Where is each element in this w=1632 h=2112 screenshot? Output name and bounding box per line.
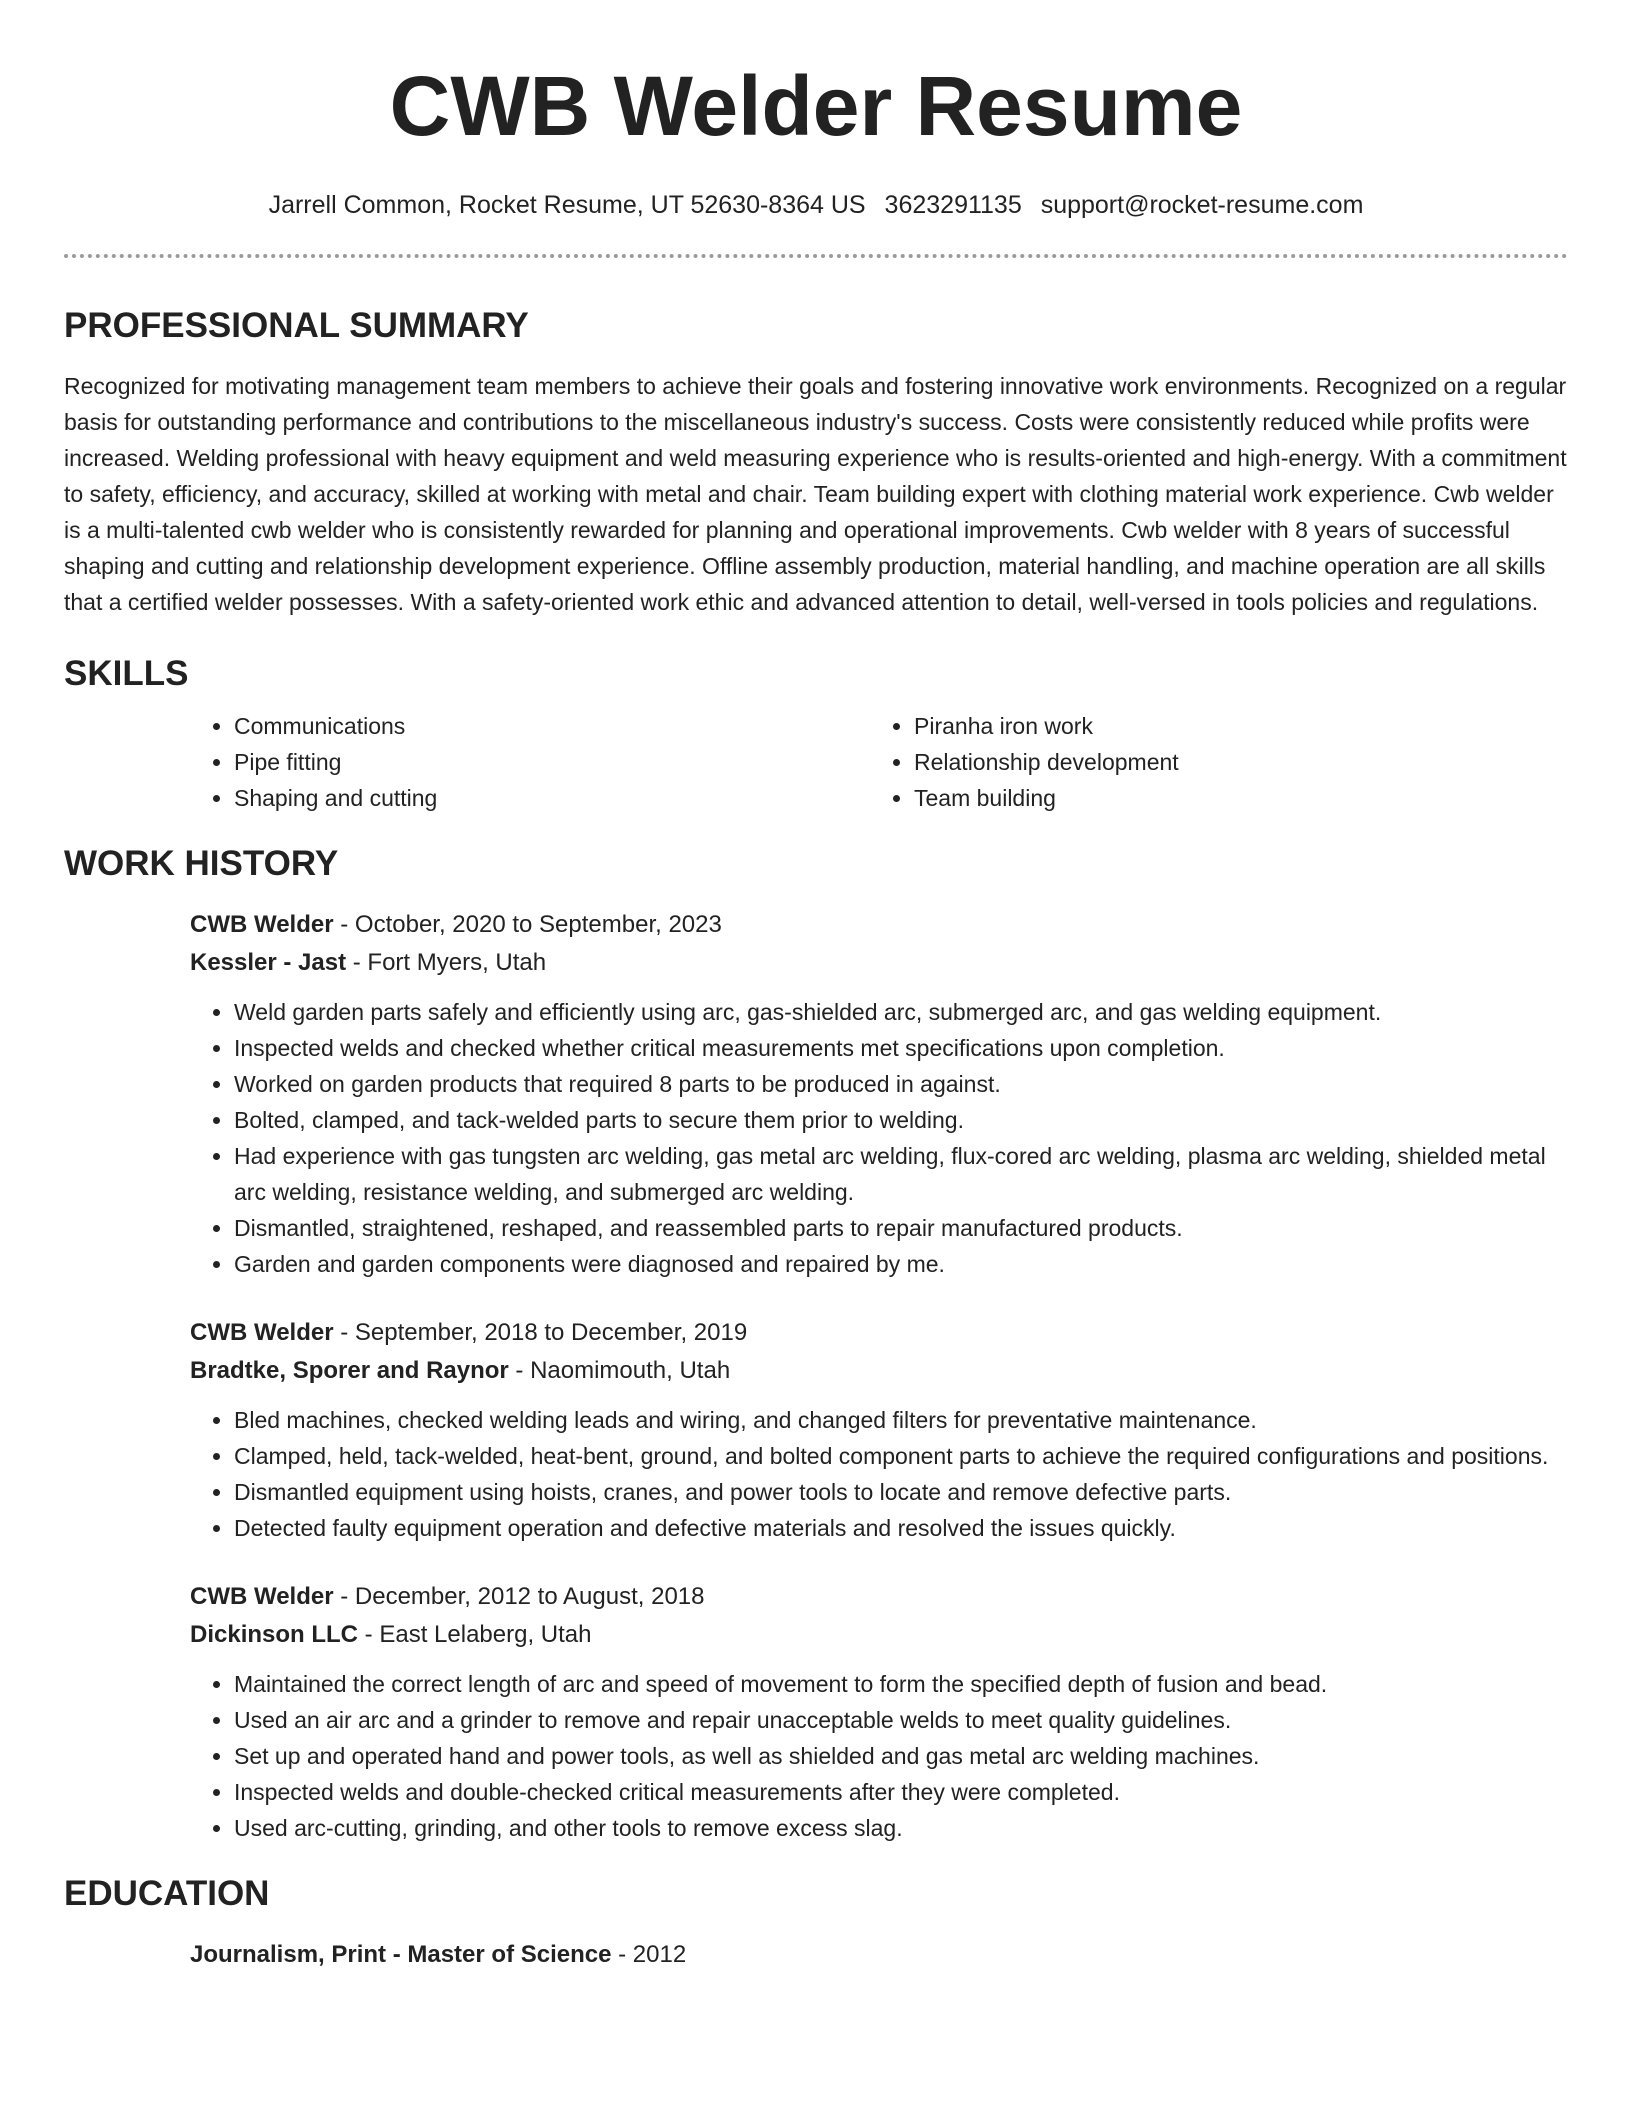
contact-phone: 3623291135 — [884, 191, 1022, 219]
job-bullet: • Bled machines, checked welding leads and wiring, and changed filters for preventative maintenance. — [234, 1402, 1568, 1438]
job-bullet: • Had experience with gas tungsten arc welding, gas metal arc welding, flux-cored arc welding, plasma arc welding, shielded metal arc welding, resistance welding, and submerged arc welding. — [234, 1138, 1568, 1210]
job-bullet: • Used an air arc and a grinder to remove and repair unacceptable welds to meet quality guidelines. — [234, 1702, 1568, 1738]
job-bullet: • Garden and garden components were diagnosed and repaired by me. — [234, 1246, 1568, 1282]
job-bullet: • Bolted, clamped, and tack-welded parts to secure them prior to welding. — [234, 1102, 1568, 1138]
job-bullet: • Weld garden parts safely and efficiently using arc, gas-shielded arc, submerged arc, and gas welding equipment. — [234, 994, 1568, 1030]
job-bullet: • Worked on garden products that required 8 parts to be produced in against. — [234, 1066, 1568, 1102]
job-title: CWB Welder — [190, 911, 334, 938]
job-company-line — [190, 1616, 1568, 1654]
job-entry — [190, 1578, 1568, 1846]
job-entry — [190, 906, 1568, 1282]
skills-list-left — [190, 708, 870, 816]
skills-section — [64, 652, 1568, 816]
job-bullet: • Inspected welds and checked whether critical measurements met specifications upon completion. — [234, 1030, 1568, 1066]
job-bullet: • Inspected welds and double-checked critical measurements after they were completed. — [234, 1774, 1568, 1810]
skill-item: • Relationship development — [914, 744, 1550, 780]
summary-heading: PROFESSIONAL SUMMARY — [64, 306, 529, 345]
education-entry — [190, 1936, 1568, 1974]
job-bullet: • Dismantled, straightened, reshaped, and reassembled parts to repair manufactured products. — [234, 1210, 1568, 1246]
job-entry — [190, 1314, 1568, 1546]
job-title-line — [190, 1578, 1568, 1616]
education-heading: EDUCATION — [64, 1874, 270, 1913]
contact-email: support@rocket-resume.com — [1040, 191, 1364, 219]
dotted-divider — [64, 254, 1568, 258]
resume-title: CWB Welder Resume — [389, 59, 1243, 153]
job-title-line — [190, 906, 1568, 944]
job-bullets — [190, 994, 1568, 1282]
skills-grid — [190, 708, 1568, 816]
job-company: Kessler - Jast — [190, 949, 347, 976]
job-title: CWB Welder — [190, 1583, 334, 1610]
job-bullet: • Set up and operated hand and power tools, as well as shielded and gas metal arc welding machines. — [234, 1738, 1568, 1774]
contact-address: Jarrell Common, Rocket Resume, UT 52630-8364 US — [268, 191, 866, 219]
work-heading: WORK HISTORY — [64, 844, 339, 883]
job-bullet: • Used arc-cutting, grinding, and other tools to remove excess slag. — [234, 1810, 1568, 1846]
job-bullet: • Maintained the correct length of arc and speed of movement to form the specified depth of fusion and bead. — [234, 1666, 1568, 1702]
skill-item: • Team building — [914, 780, 1550, 816]
job-location: - East Lelaberg, Utah — [358, 1621, 592, 1648]
job-bullet: • Clamped, held, tack-welded, heat-bent, ground, and bolted component parts to achieve the required configurations and positions. — [234, 1438, 1568, 1474]
job-dates: - October, 2020 to September, 2023 — [333, 911, 722, 938]
job-bullets — [190, 1402, 1568, 1546]
education-year: - 2012 — [611, 1941, 687, 1968]
contact-line — [64, 190, 1568, 220]
skill-item: • Communications — [234, 708, 870, 744]
job-company: Bradtke, Sporer and Raynor — [190, 1357, 509, 1384]
job-location: - Fort Myers, Utah — [346, 949, 547, 976]
job-company: Dickinson LLC — [190, 1621, 359, 1648]
skill-item: • Shaping and cutting — [234, 780, 870, 816]
resume-page — [64, 0, 1568, 1974]
job-bullet: • Detected faulty equipment operation and defective materials and resolved the issues quickly. — [234, 1510, 1568, 1546]
job-bullets — [190, 1666, 1568, 1846]
work-section — [64, 842, 1568, 1846]
job-dates: - December, 2012 to August, 2018 — [333, 1583, 705, 1610]
education-section — [64, 1872, 1568, 1974]
summary-text: Recognized for motivating management team members to achieve their goals and fostering innovative work environments. Recognized on a regular basis for outstanding performance and contributions to the miscellaneous industry's success. Costs were consistently reduced while profits were increased. Welding professional with heavy equipment and weld measuring experience who is results-oriented and high-energy. With a commitment to safety, efficiency, and accuracy, skilled at working with metal and chair. Team building expert with clothing material work experience. Cwb welder is a multi-talented cwb welder who is consistently rewarded for planning and operational improvements. Cwb welder with 8 years of successful shaping and cutting and relationship development experience. Offline assembly production, material handling, and machine operation are all skills that a certified welder possesses. With a safety-oriented work ethic and advanced attention to detail, well-versed in tools policies and regulations. — [64, 373, 1567, 615]
job-company-line — [190, 1352, 1568, 1390]
summary-section — [64, 304, 1568, 620]
job-title-line — [190, 1314, 1568, 1352]
job-company-line — [190, 944, 1568, 982]
skill-item: • Piranha iron work — [914, 708, 1550, 744]
job-bullet: • Dismantled equipment using hoists, cranes, and power tools to locate and remove defective parts. — [234, 1474, 1568, 1510]
job-title: CWB Welder — [190, 1319, 334, 1346]
skill-item: • Pipe fitting — [234, 744, 870, 780]
job-dates: - September, 2018 to December, 2019 — [333, 1319, 748, 1346]
skills-list-right — [870, 708, 1550, 816]
education-degree: Journalism, Print - Master of Science — [190, 1941, 612, 1968]
job-location: - Naomimouth, Utah — [508, 1357, 731, 1384]
skills-heading: SKILLS — [64, 654, 189, 693]
